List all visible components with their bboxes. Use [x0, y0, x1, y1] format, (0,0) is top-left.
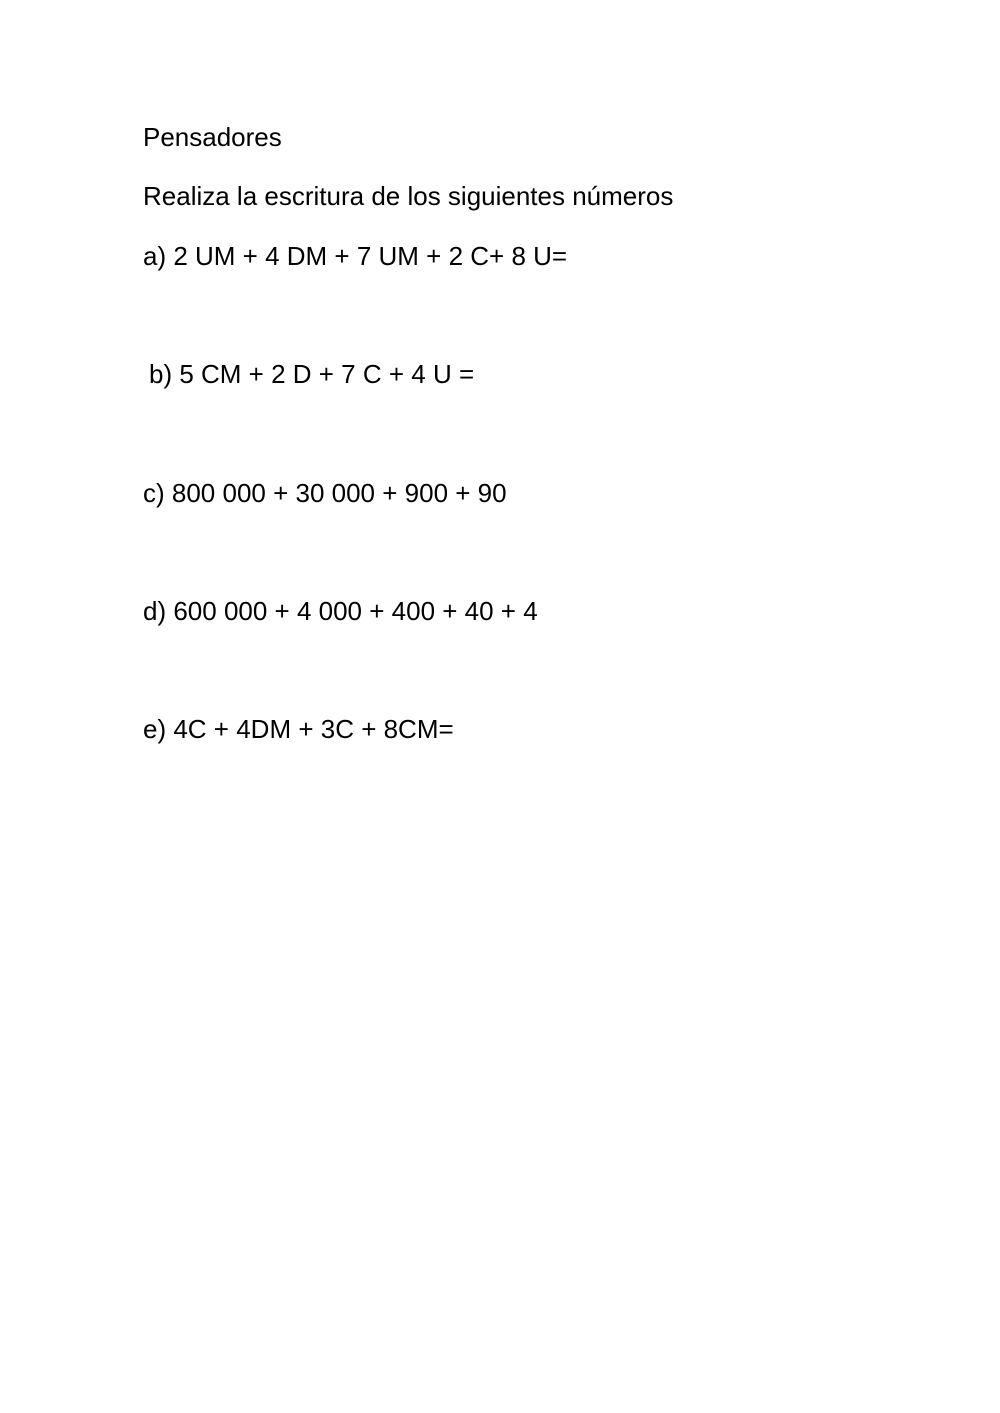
exercise-a: a) 2 UM + 4 DM + 7 UM + 2 C+ 8 U=: [143, 241, 568, 271]
exercise-c: c) 800 000 + 30 000 + 900 + 90: [143, 478, 507, 508]
instruction-text: Realiza la escritura de los siguientes números: [143, 181, 674, 211]
document-title: Pensadores: [143, 122, 282, 152]
exercise-e: e) 4C + 4DM + 3C + 8CM=: [143, 714, 454, 744]
exercise-b: b) 5 CM + 2 D + 7 C + 4 U =: [149, 359, 475, 389]
exercise-d: d) 600 000 + 4 000 + 400 + 40 + 4: [143, 596, 538, 626]
